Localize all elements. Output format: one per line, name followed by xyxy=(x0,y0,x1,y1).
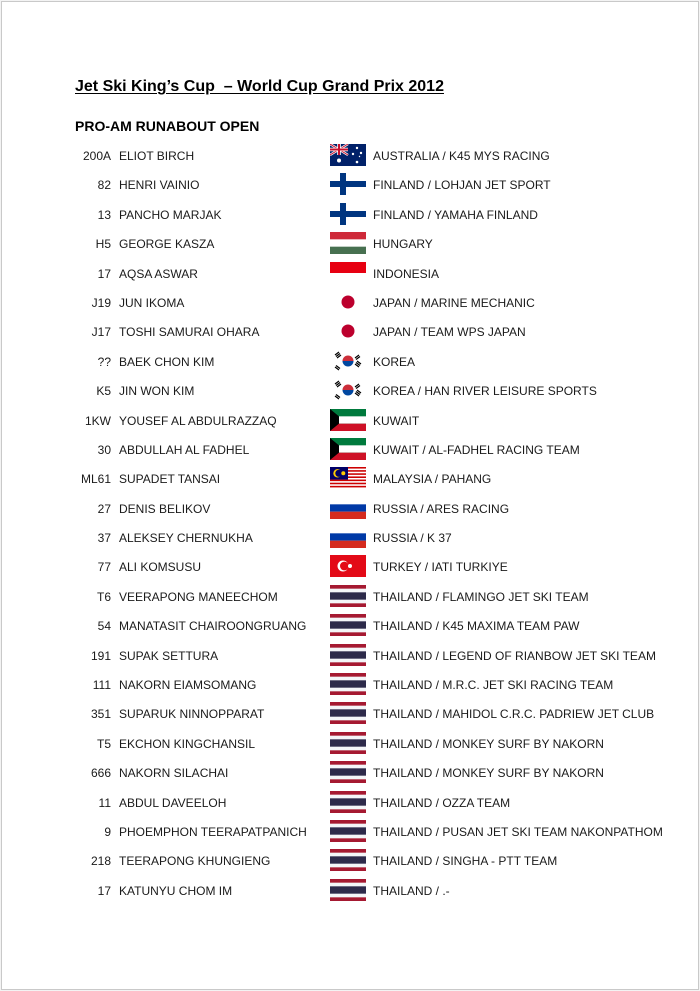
racer-number: ?? xyxy=(97,354,111,369)
japan-flag-icon xyxy=(330,291,366,313)
australia-flag-icon xyxy=(330,144,366,166)
racer-name: PANCHO MARJAK xyxy=(119,207,222,222)
racer-number: ML61 xyxy=(80,472,111,487)
entry-list xyxy=(2,141,700,905)
thailand-flag-icon xyxy=(330,820,366,842)
racer-name: YOUSEF AL ABDULRAZZAQ xyxy=(119,413,277,428)
racer-name: JIN WON KIM xyxy=(119,384,195,399)
entry-row xyxy=(2,817,700,846)
thailand-flag-icon xyxy=(330,644,366,666)
racer-number: J17 xyxy=(91,325,111,340)
racer-number: 200A xyxy=(82,149,111,163)
racer-number: 218 xyxy=(90,854,111,869)
entry-row xyxy=(2,494,700,523)
entry-row xyxy=(2,699,700,728)
country-team: JAPAN / MARINE MECHANIC xyxy=(373,295,535,310)
country-team: THAILAND / SINGHA - PTT TEAM xyxy=(373,854,558,869)
page-title: Jet Ski King’s Cup – World Cup Grand Prix 2012 xyxy=(75,78,444,95)
entry-row xyxy=(2,259,700,288)
entry-row xyxy=(2,141,700,170)
entry-row xyxy=(2,846,700,875)
entry-row xyxy=(2,200,700,229)
entry-row xyxy=(2,788,700,817)
racer-number: 30 xyxy=(97,442,111,457)
racer-name: DENIS BELIKOV xyxy=(119,501,211,516)
malaysia-flag-icon xyxy=(330,467,366,489)
kuwait-flag-icon xyxy=(330,438,366,460)
racer-name: TOSHI SAMURAI OHARA xyxy=(119,325,260,340)
racer-name: KATUNYU CHOM IM xyxy=(119,883,233,898)
racer-number: K5 xyxy=(96,384,111,399)
country-team: THAILAND / K45 MAXIMA TEAM PAW xyxy=(373,619,580,634)
entry-row xyxy=(2,376,700,405)
country-team: FINLAND / YAMAHA FINLAND xyxy=(373,207,538,222)
racer-number: 17 xyxy=(97,883,111,898)
entry-row xyxy=(2,288,700,317)
racer-name: SUPARUK NINNOPPARAT xyxy=(119,707,265,722)
racer-number: 77 xyxy=(97,560,111,575)
entry-row xyxy=(2,347,700,376)
country-team: KOREA xyxy=(373,354,416,369)
entry-row xyxy=(2,435,700,464)
thailand-flag-icon xyxy=(330,879,366,901)
racer-name: MANATASIT CHAIROONGRUANG xyxy=(119,619,307,634)
country-team: JAPAN / TEAM WPS JAPAN xyxy=(373,325,526,340)
country-team: THAILAND / .- xyxy=(373,883,450,898)
entry-row xyxy=(2,229,700,258)
racer-name: ABDUL DAVEELOH xyxy=(119,795,227,810)
racer-name: SUPADET TANSAI xyxy=(119,472,221,487)
country-team: THAILAND / MAHIDOL C.R.C. PADRIEW JET CLUB xyxy=(373,707,655,722)
racer-number: T5 xyxy=(96,736,111,751)
thailand-flag-icon xyxy=(330,732,366,754)
racer-name: EKCHON KINGCHANSIL xyxy=(119,736,256,751)
country-team: AUSTRALIA / K45 MYS RACING xyxy=(373,149,550,163)
entry-row xyxy=(2,406,700,435)
entry-row xyxy=(2,523,700,552)
racer-name: PHOEMPHON TEERAPATPANICH xyxy=(119,824,307,839)
entry-row xyxy=(2,758,700,787)
russia-flag-icon xyxy=(330,497,366,519)
finland-flag-icon xyxy=(330,203,366,225)
country-team: THAILAND / LEGEND OF RIANBOW JET SKI TEAM xyxy=(373,648,656,663)
racer-number: 351 xyxy=(90,707,111,722)
thailand-flag-icon xyxy=(330,791,366,813)
entry-row xyxy=(2,464,700,493)
entry-row xyxy=(2,552,700,581)
entry-row xyxy=(2,729,700,758)
thailand-flag-icon xyxy=(330,849,366,871)
country-team: KUWAIT xyxy=(373,413,420,428)
hungary-flag-icon xyxy=(330,232,366,254)
country-team: RUSSIA / ARES RACING xyxy=(373,501,510,516)
racer-name: ABDULLAH AL FADHEL xyxy=(119,442,250,457)
country-team: THAILAND / MONKEY SURF BY NAKORN xyxy=(373,766,604,781)
class-heading: PRO-AM RUNABOUT OPEN xyxy=(75,118,260,134)
country-team: KOREA / HAN RIVER LEISURE SPORTS xyxy=(373,384,597,399)
racer-name: JUN IKOMA xyxy=(119,295,185,310)
country-team: THAILAND / PUSAN JET SKI TEAM NAKONPATHOM xyxy=(373,824,663,839)
racer-name: NAKORN SILACHAI xyxy=(119,766,229,781)
country-team: MALAYSIA / PAHANG xyxy=(373,472,492,487)
racer-number: 666 xyxy=(90,766,111,781)
racer-number: 54 xyxy=(97,619,111,634)
entry-row xyxy=(2,876,700,905)
racer-name: HENRI VAINIO xyxy=(119,178,200,193)
racer-number: 13 xyxy=(97,207,111,222)
entry-row xyxy=(2,317,700,346)
country-team: TURKEY / IATI TURKIYE xyxy=(373,560,508,575)
racer-number: 82 xyxy=(97,178,111,193)
thailand-flag-icon xyxy=(330,702,366,724)
entry-row xyxy=(2,670,700,699)
thailand-flag-icon xyxy=(330,614,366,636)
racer-number: 111 xyxy=(92,678,111,693)
racer-number: 27 xyxy=(97,501,111,516)
country-team: THAILAND / M.R.C. JET SKI RACING TEAM xyxy=(373,678,614,693)
entry-row xyxy=(2,170,700,199)
thailand-flag-icon xyxy=(330,673,366,695)
racer-number: T6 xyxy=(96,589,111,604)
racer-number: 9 xyxy=(104,824,111,839)
entry-row xyxy=(2,582,700,611)
thailand-flag-icon xyxy=(330,761,366,783)
racer-name: ALI KOMSUSU xyxy=(119,560,202,575)
racer-name: GEORGE KASZA xyxy=(119,237,215,252)
racer-name: VEERAPONG MANEECHOM xyxy=(119,589,278,604)
racer-name: TEERAPONG KHUNGIENG xyxy=(119,854,271,869)
korea-flag-icon xyxy=(330,350,366,372)
racer-name: NAKORN EIAMSOMANG xyxy=(119,678,257,693)
racer-number: 1KW xyxy=(84,413,111,428)
racer-number: H5 xyxy=(95,237,111,252)
turkey-flag-icon xyxy=(330,555,366,577)
racer-name: BAEK CHON KIM xyxy=(119,354,215,369)
country-team: KUWAIT / AL-FADHEL RACING TEAM xyxy=(373,442,580,457)
racer-name: AQSA ASWAR xyxy=(119,266,198,281)
racer-number: 11 xyxy=(98,795,111,810)
country-team: HUNGARY xyxy=(373,237,433,252)
korea-flag-icon xyxy=(330,379,366,401)
japan-flag-icon xyxy=(330,320,366,342)
country-team: RUSSIA / K 37 xyxy=(373,531,452,546)
kuwait-flag-icon xyxy=(330,409,366,431)
entry-row xyxy=(2,611,700,640)
entry-row xyxy=(2,641,700,670)
country-team: THAILAND / MONKEY SURF BY NAKORN xyxy=(373,736,604,751)
indonesia-flag-icon xyxy=(330,262,366,284)
racer-name: ALEKSEY CHERNUKHA xyxy=(119,531,253,546)
russia-flag-icon xyxy=(330,526,366,548)
racer-number: 37 xyxy=(97,531,111,546)
country-team: FINLAND / LOHJAN JET SPORT xyxy=(373,178,551,193)
thailand-flag-icon xyxy=(330,585,366,607)
finland-flag-icon xyxy=(330,173,366,195)
racer-name: ELIOT BIRCH xyxy=(119,149,195,163)
country-team: INDONESIA xyxy=(373,266,440,281)
country-team: THAILAND / FLAMINGO JET SKI TEAM xyxy=(373,589,589,604)
racer-number: 191 xyxy=(90,648,111,663)
country-team: THAILAND / OZZA TEAM xyxy=(373,795,511,810)
racer-number: J19 xyxy=(91,295,111,310)
racer-name: SUPAK SETTURA xyxy=(119,648,219,663)
racer-number: 17 xyxy=(97,266,111,281)
document-page xyxy=(1,1,699,990)
